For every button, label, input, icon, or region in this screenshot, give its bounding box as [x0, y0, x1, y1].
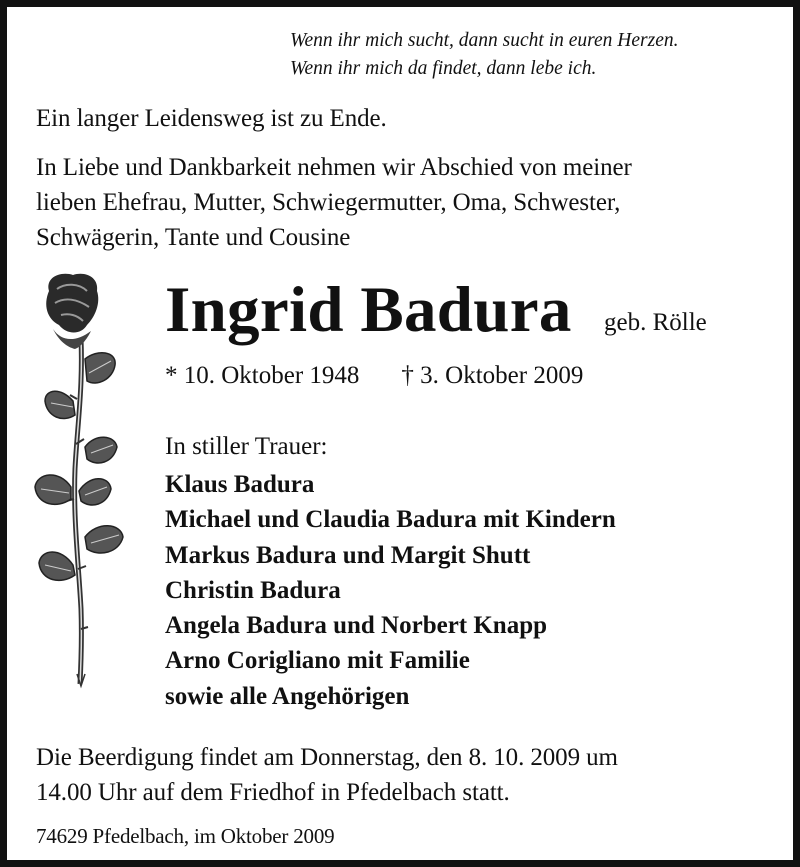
farewell-line-1: In Liebe und Dankbarkeit nehmen wir Abschied von meiner [36, 154, 632, 181]
mourner-name: Michael und Claudia Badura mit Kindern [165, 506, 616, 534]
motto-line-2: Wenn ihr mich da findet, dann lebe ich. [290, 58, 597, 79]
farewell-line-3: Schwägerin, Tante und Cousine [36, 224, 351, 251]
mourners-list [165, 467, 616, 714]
funeral-line-2: 14.00 Uhr auf dem Friedhof in Pfedelbach statt. [36, 779, 510, 806]
mourner-name: Angela Badura und Norbert Knapp [165, 612, 548, 640]
maiden-name: geb. Rölle [604, 309, 707, 336]
deceased-name: Ingrid Badura [165, 274, 572, 346]
rose-icon [31, 269, 135, 689]
funeral-info [36, 740, 796, 810]
death-date: † 3. Oktober 2009 [401, 362, 584, 389]
mourner-name: Christin Badura [165, 576, 341, 604]
mourner-name: Klaus Badura [165, 471, 315, 498]
farewell-line-2: lieben Ehefrau, Mutter, Schwiegermutter, Oma, Schwester, [36, 189, 621, 216]
life-dates [165, 360, 583, 392]
mourner-name: Arno Corigliano mit Familie [165, 647, 470, 675]
birth-date: * 10. Oktober 1948 [165, 362, 360, 389]
motto-line-1: Wenn ihr mich sucht, dann sucht in euren Herzen. [290, 30, 679, 51]
mourner-name: sowie alle Angehörigen [165, 682, 410, 710]
motto-quote [290, 27, 790, 83]
funeral-line-1: Die Beerdigung findet am Donnerstag, den 8. 10. 2009 um [36, 744, 618, 771]
farewell-text [36, 150, 796, 255]
mourner-name: Markus Badura und Margit Shutt [165, 541, 531, 569]
intro-text: Ein langer Leidensweg ist zu Ende. [36, 105, 387, 132]
place-and-date: 74629 Pfedelbach, im Oktober 2009 [36, 824, 335, 848]
mourning-label: In stiller Trauer: [165, 433, 328, 460]
